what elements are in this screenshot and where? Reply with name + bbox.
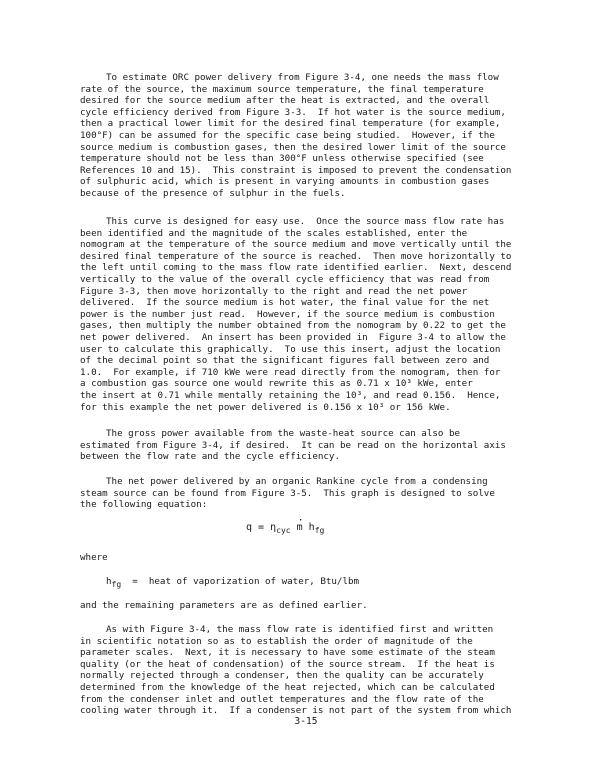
remaining-parameters-text: and the remaining parameters are as defined earlier. (80, 600, 368, 611)
paragraph-nomogram-usage (80, 216, 536, 413)
paragraph-orc-power-estimate (80, 72, 536, 200)
text-line: The net power delivered by an organic Rankine cycle from a condensing (106, 476, 488, 487)
page-number: 3-15 (294, 716, 318, 727)
text-line: of the decimal point so that the significant figures fall between zero and (80, 355, 490, 367)
text-line: cooling water through it. If a condenser is not part of the system from which (80, 705, 512, 717)
equation-equals: = (252, 522, 271, 533)
equation-eta-subscript: cyc (276, 526, 291, 535)
equation-h-subscript: fg (314, 526, 325, 535)
text-line: the insert at 0.71 while mentally retaining the 10³, and read 0.156. Hence, (80, 389, 501, 401)
equation (246, 522, 324, 534)
text-line: the following equation: (80, 499, 208, 511)
text-line: nomogram at the temperature of the source medium and move vertically until the (80, 239, 512, 251)
text-line: desired for the source medium after the heat is extracted, and the overall (80, 95, 490, 107)
text-line: net power delivered. An insert has been provided in Figure 3-4 to allow the (80, 331, 506, 343)
text-line: temperature should not be less than 300°F unless otherwise specified (see (80, 153, 484, 165)
text-line: To estimate ORC power delivery from Figure 3-4, one needs the mass flow (106, 72, 499, 83)
text-line: determined from the knowledge of the heat rejected, which can be calculated (80, 681, 495, 693)
text-line: References 10 and 15). This constraint is imposed to prevent the condensation (80, 164, 512, 176)
definition-hfg (106, 576, 359, 588)
text-line: 1.0. For example, if 710 kWe were read directly from the nomogram, then for (80, 366, 501, 378)
text-line: estimated from Figure 3-4, if desired. It can be read on the horizontal axis (80, 439, 506, 451)
text-line: because of the presence of sulphur in the fuels. (80, 187, 346, 199)
text-line: in scientific notation so as to establish the order of magnitude of the (80, 635, 473, 647)
text-line: normally rejected through a condenser, then the quality can be accurately (80, 670, 484, 682)
text-line: quality (or the heat of condensation) of the source stream. If the heat is (80, 658, 495, 670)
text-line: been identified and the magnitude of the scales established, enter the (80, 227, 468, 239)
text-line: source medium is combustion gases, then the desired lower limit of the source (80, 141, 506, 153)
text-line: of sulphuric acid, which is present in varying amounts in combustion gases (80, 176, 490, 188)
definition-text: = heat of vaporization of water, Btu/lbm (121, 576, 360, 587)
equation-mass-flow-dot: · m (297, 522, 303, 534)
equation-lhs: q (246, 522, 253, 533)
text-line: a combustion gas source one would rewrite this as 0.71 x 10³ kWe, enter (80, 378, 473, 390)
equation-eta: η (270, 522, 277, 533)
text-line: then a practical lower limit for the desired final temperature (for example, (80, 118, 501, 130)
text-line: user to calculate this graphically. To use this insert, adjust the location (80, 343, 501, 355)
text-line: parameter scales. Next, it is necessary to have some estimate of the steam (80, 647, 495, 659)
text-line: for this example the net power delivered is 0.156 x 10³ or 156 kWe. (80, 401, 451, 413)
text-line: As with Figure 3-4, the mass flow rate is identified first and written (106, 624, 494, 635)
definition-symbol: h (106, 576, 112, 587)
text-line: This curve is designed for easy use. Once the source mass flow rate has (106, 216, 505, 227)
text-line: The gross power available from the waste-heat source can also be (106, 428, 461, 439)
text-line: gases, then multiply the number obtained from the nomogram by 0.22 to get the (80, 320, 506, 332)
text-line: delivered. If the source medium is hot water, the final value for the net (80, 297, 490, 309)
text-line: between the flow rate and the cycle efficiency. (80, 451, 340, 463)
definition-symbol-subscript: fg (111, 580, 122, 589)
where-label: where (80, 552, 108, 563)
text-line: the left until coming to the mass flow rate identified earlier. Next, descend (80, 262, 512, 274)
text-line: vertically to the value of the overall cycle efficiency that was read from (80, 273, 490, 285)
text-line: Figure 3-3, then move horizontally to the right and read the net power (80, 285, 468, 297)
text-line: rate of the source, the maximum source temperature, the final temperature (80, 83, 484, 95)
text-line: 100°F) can be assumed for the specific case being studied. However, if the (80, 129, 495, 141)
paragraph-mass-flow-notation (80, 624, 536, 717)
paragraph-gross-power (80, 428, 536, 463)
text-line: from the condenser inlet and outlet temperatures and the flow rate of the (80, 693, 484, 705)
text-line: power is the number just read. However, if the source medium is combustion (80, 308, 495, 320)
text-line: cycle efficiency derived from Figure 3-3. If hot water is the source medium, (80, 106, 506, 118)
paragraph-condensing-steam (80, 476, 536, 511)
equation-h: h (308, 522, 315, 533)
text-line: steam source can be found from Figure 3-5. This graph is designed to solve (80, 487, 495, 499)
text-line: desired final temperature of the source is reached. Then move horizontally to (80, 250, 512, 262)
